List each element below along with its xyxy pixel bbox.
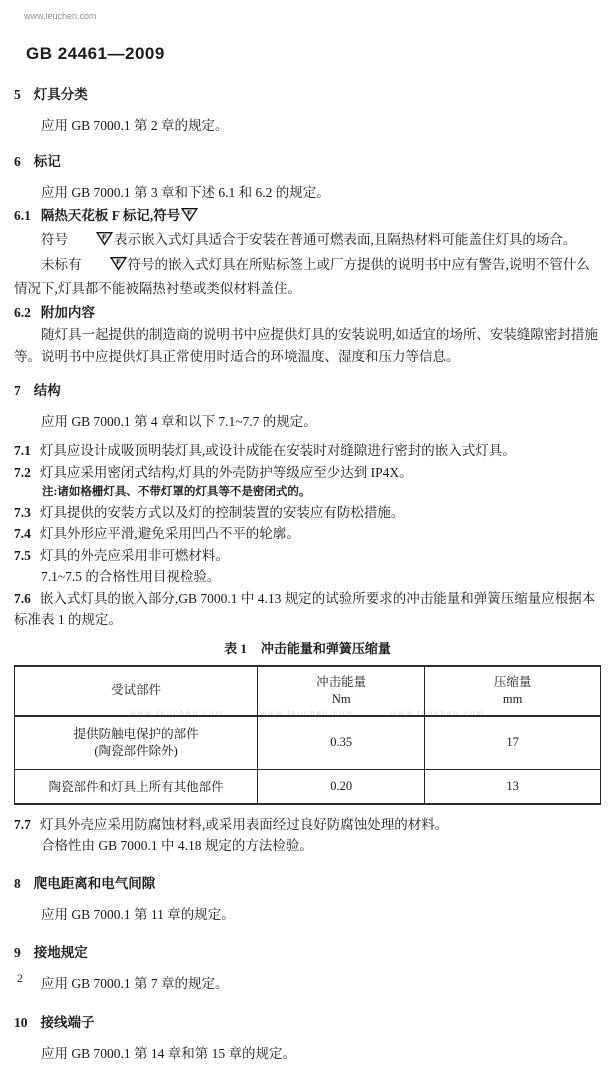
clause-7-3-number: 7.3 [14, 502, 31, 524]
clause-7-4-text: 灯具外形应平滑,避免采用凹凸不平的轮廓。 [40, 526, 300, 541]
document-page [0, 10, 616, 1012]
section-6-1-heading [14, 204, 601, 229]
section-6-1-para-1 [14, 229, 601, 254]
table-1-header-row [15, 666, 601, 716]
table-1-row2-impact: 0.20 [258, 769, 425, 804]
table-1-caption-label: 表 1 [224, 641, 247, 656]
table-1-row1-compression: 17 [425, 716, 601, 770]
table-1-wrapper [14, 665, 601, 805]
section-10-body: 应用 GB 7000.1 第 14 章和第 15 章的规定。 [14, 1043, 601, 1065]
clause-7-5 [14, 545, 601, 567]
section-10-number: 10 [14, 1011, 28, 1034]
section-6-1-para-2 [14, 254, 601, 301]
section-6-2-heading [14, 301, 601, 324]
svg-text:F: F [187, 208, 192, 217]
table-1 [14, 665, 601, 805]
table-row [15, 716, 601, 770]
clause-7-2-number: 7.2 [14, 462, 31, 484]
f-mark-icon [83, 256, 127, 279]
section-6-1-para-2-post: 符号的嵌入式灯具在所贴标签上或厂方提供的说明书中应有警告,说明不管什么情况下,灯具都不能被隔热衬垫或类似材料盖住。 [14, 257, 590, 297]
svg-text:F: F [102, 232, 107, 241]
svg-text:F: F [116, 257, 121, 266]
top-watermark: www.leuchen.com [24, 10, 616, 23]
section-6-1-title: 隔热天花板 F 标记,符号 [41, 208, 180, 223]
f-mark-icon [69, 231, 113, 254]
table-1-caption [14, 639, 601, 659]
table-1-col1-header: 受试部件 [15, 666, 258, 716]
section-8-number: 8 [14, 872, 21, 895]
f-mark-icon [181, 206, 198, 229]
section-8-heading [14, 872, 601, 895]
section-10-title: 接线端子 [41, 1015, 95, 1030]
clause-7-2-text: 灯具应采用密闭式结构,灯具的外壳防护等级应至少达到 IP4X。 [40, 465, 413, 480]
section-6-number: 6 [14, 150, 21, 173]
page-number: 2 [17, 971, 23, 986]
clause-7-5-number: 7.5 [14, 545, 31, 567]
section-7-title: 结构 [34, 383, 61, 398]
clause-7-2-note: 注:诸如格栅灯具、不带灯罩的灯具等不是密闭式的。 [42, 483, 601, 502]
clause-7-7 [14, 814, 601, 836]
section-6-2-title: 附加内容 [41, 305, 95, 320]
clause-7-4-number: 7.4 [14, 523, 31, 545]
clause-7-4 [14, 523, 601, 545]
clause-7-3 [14, 502, 601, 524]
section-7-body: 应用 GB 7000.1 第 4 章和以下 7.1~7.7 的规定。 [14, 411, 601, 434]
clause-7-7-text: 灯具外壳应采用防腐蚀材料,或采用表面经过良好防腐蚀处理的材料。 [40, 817, 448, 832]
section-6-body: 应用 GB 7000.1 第 3 章和下述 6.1 和 6.2 的规定。 [14, 182, 601, 205]
clause-7-7-compliance: 合格性由 GB 7000.1 中 4.18 规定的方法检验。 [14, 835, 601, 857]
section-5-body: 应用 GB 7000.1 第 2 章的规定。 [14, 115, 601, 138]
table-1-row2-compression: 13 [425, 769, 601, 804]
section-6-1-para-1-pre: 符号 [41, 232, 68, 247]
clause-7-6-text: 嵌入式灯具的嵌入部分,GB 7000.1 中 4.13 规定的试验所要求的冲击能量和弹簧压缩量应根据本标准表 1 的规定。 [14, 591, 595, 628]
clause-7-2 [14, 462, 601, 484]
section-6-1-para-1-post: 表示嵌入式灯具适合于安装在普通可燃表面,且隔热材料可能盖住灯具的场合。 [114, 232, 576, 247]
clause-7-3-text: 灯具提供的安装方式以及灯的控制装置的安装应有防松措施。 [40, 505, 405, 520]
section-5-title: 灯具分类 [34, 87, 88, 102]
section-10-heading [14, 1011, 601, 1034]
section-5-heading [14, 83, 601, 106]
clause-7-5-compliance: 7.1~7.5 的合格性用目视检验。 [14, 566, 601, 588]
section-7-number: 7 [14, 379, 21, 402]
section-8-body: 应用 GB 7000.1 第 11 章的规定。 [14, 904, 601, 927]
section-6-title: 标记 [34, 154, 61, 169]
clause-7-1 [14, 440, 601, 462]
section-8-title: 爬电距离和电气间隙 [34, 876, 156, 891]
section-6-2-number: 6.2 [14, 301, 31, 324]
clause-7-6-number: 7.6 [14, 588, 31, 610]
section-5-number: 5 [14, 83, 21, 106]
table-1-col3-header: 压缩量 mm [425, 666, 601, 716]
table-1-row2-part: 陶瓷部件和灯具上所有其他部件 [15, 769, 258, 804]
clause-7-6 [14, 588, 601, 631]
clause-7-7-block [14, 814, 601, 857]
clause-7-7-number: 7.7 [14, 814, 31, 836]
section-9-body: 应用 GB 7000.1 第 7 章的规定。 [14, 973, 601, 996]
section-6-1-para-2-pre: 未标有 [41, 257, 82, 272]
section-6-2-body: 随灯具一起提供的制造商的说明书中应提供灯具的安装说明,如适宜的场所、安装缝隙密封措施等。说明书中应提供灯具正常使用时适合的环境温度、湿度和压力等信息。 [14, 324, 601, 369]
table-1-row1-part: 提供防触电保护的部件 (陶瓷部件除外) [15, 716, 258, 770]
table-1-caption-text: 冲击能量和弹簧压缩量 [261, 641, 391, 656]
clause-7-1-text: 灯具应设计成吸顶明装灯具,或设计成能在安装时对缝隙进行密封的嵌入式灯具。 [40, 443, 516, 458]
section-9-heading [14, 941, 601, 964]
section-6-heading [14, 150, 601, 173]
table-1-col2-header: 冲击能量 Nm [258, 666, 425, 716]
section-9-title: 接地规定 [34, 945, 88, 960]
table-row [15, 769, 601, 804]
clause-7-5-text: 灯具的外壳应采用非可燃材料。 [40, 548, 229, 563]
table-watermark: www.leuchen.com www.leuchen.com www.leuchen.com [14, 709, 601, 718]
page-content [0, 83, 616, 1065]
table-1-row1-impact: 0.35 [258, 716, 425, 770]
clause-7-1-number: 7.1 [14, 440, 31, 462]
section-9-number: 9 [14, 941, 21, 964]
section-7-clauses [14, 440, 601, 631]
doc-number: GB 24461—2009 [26, 43, 616, 65]
section-7-heading [14, 379, 601, 402]
section-6-1-number: 6.1 [14, 204, 31, 227]
